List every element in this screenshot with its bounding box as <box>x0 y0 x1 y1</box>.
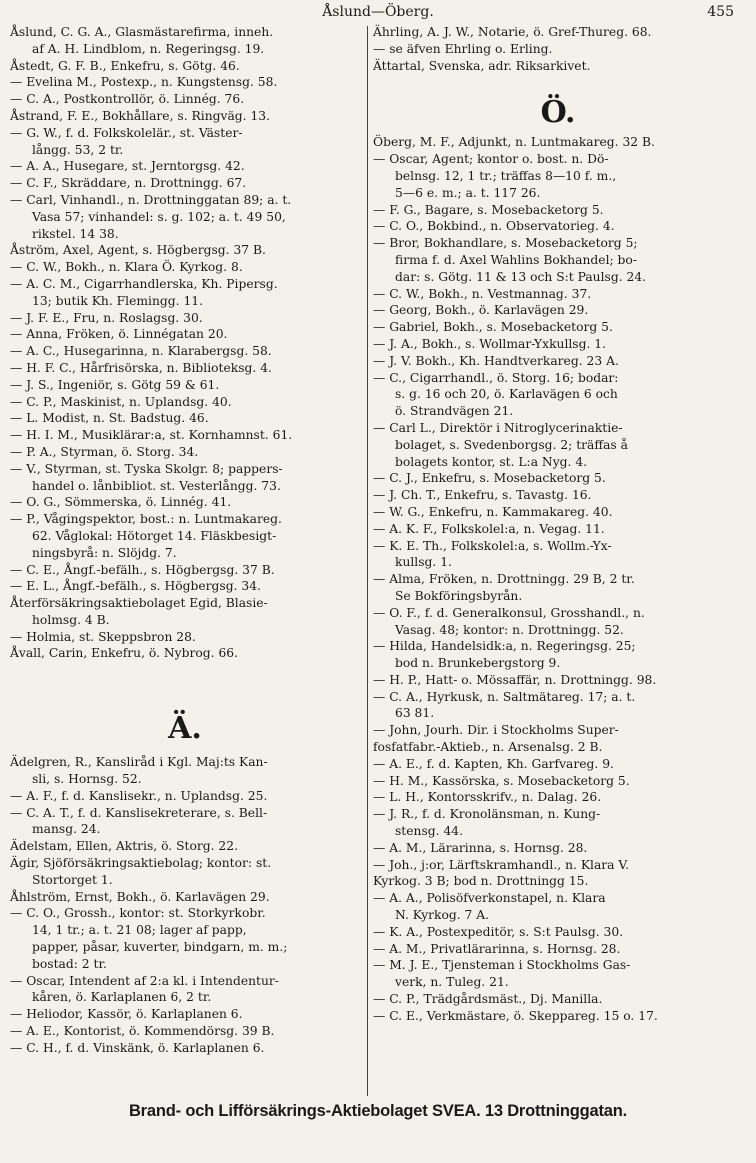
directory-entry-line: — C. H., f. d. Vinskänk, ö. Karlaplanen 6. <box>10 1040 265 1055</box>
directory-entry-line: — V., Styrman, st. Tyska Skolgr. 8; pappers- <box>10 461 283 476</box>
directory-entry-line: papper, påsar, kuverter, bindgarn, m. m.; <box>32 940 288 955</box>
directory-entry-line: — K. E. Th., Folkskolel:a, s. Wollm.-Yx- <box>373 538 612 553</box>
directory-entry-line: Åhlström, Ernst, Bokh., ö. Karlavägen 29. <box>10 889 270 904</box>
directory-entry-line: — J. V. Bokh., Kh. Handtverkareg. 23 A. <box>373 353 619 368</box>
directory-entry-line: 62. Våglokal: Hötorget 14. Fläskbesigt- <box>32 528 277 543</box>
directory-entry-line: — J. F. E., Fru, n. Roslagsg. 30. <box>10 310 203 325</box>
entries-a-ring <box>10 24 360 662</box>
directory-entry-line: — J. Ch. T., Enkefru, s. Tavastg. 16. <box>373 488 592 503</box>
directory-entry-line: — L. H., Kontorsskrifv., n. Dalag. 26. <box>373 790 602 805</box>
directory-entry-line: verk, n. Tuleg. 21. <box>395 975 509 990</box>
directory-entry-line: Återförsäkringsaktiebolaget Egid, Blasie- <box>10 596 268 611</box>
right-column <box>373 24 743 1025</box>
directory-entry-line: — F. G., Bagare, s. Mosebacketorg 5. <box>373 202 604 217</box>
directory-entry-line: — A. F., f. d. Kanslisekr., n. Uplandsg. 25. <box>10 788 268 803</box>
directory-entry-line: Åslund, C. G. A., Glasmästarefirma, inneh. <box>10 25 274 39</box>
directory-entry-line: — A. K. F., Folkskolel:a, n. Vegag. 11. <box>373 521 605 536</box>
directory-entry-line: rikstel. 14 38. <box>32 226 119 241</box>
directory-entry-line: dar: s. Götg. 11 & 13 och S:t Paulsg. 24. <box>395 269 647 284</box>
directory-entry-line: handel o. lånbibliot. st. Vesterlångg. 73. <box>32 478 281 493</box>
directory-entry-line: — Joh., j:or, Lärftskramhandl., n. Klara V. <box>373 857 630 872</box>
directory-entry-line: — K. A., Postexpeditör, s. S:t Paulsg. 30. <box>373 924 624 939</box>
directory-entry-line: — H. F. C., Hårfrisörska, n. Biblioteksg. 4. <box>10 360 272 375</box>
directory-entry-line: Åström, Axel, Agent, s. Högbergsg. 37 B. <box>10 243 266 258</box>
directory-entry-line: — H. I. M., Musiklärar:a, st. Kornhamnst. 61. <box>10 428 293 443</box>
directory-entry-line: — A. C., Husegarinna, n. Klarabergsg. 58. <box>10 344 272 359</box>
directory-entry-line: — P. A., Styrman, ö. Storg. 34. <box>10 444 199 459</box>
directory-entry-line: — G. W., f. d. Folkskolelär., st. Väster- <box>10 125 243 140</box>
directory-entry-line: — O. F., f. d. Generalkonsul, Grosshandl., n. <box>373 605 645 620</box>
directory-entry-line: fosfatfabr.-Aktieb., n. Arsenalsg. 2 B. <box>373 740 603 755</box>
directory-entry-line: Åstedt, G. F. B., Enkefru, s. Götg. 46. <box>10 58 240 73</box>
directory-entry-line: — A. M., Lärarinna, s. Hornsg. 28. <box>373 840 588 855</box>
directory-entry-line: — John, Jourh. Dir. i Stockholms Super- <box>373 723 619 738</box>
directory-entry-line: — se äfven Ehrling o. Erling. <box>373 41 553 56</box>
directory-entry-line: — Alma, Fröken, n. Drottningg. 29 B, 2 tr. <box>373 572 635 587</box>
directory-entry-line: — Evelina M., Postexp., n. Kungstensg. 58. <box>10 75 278 90</box>
directory-entry-line: af A. H. Lindblom, n. Regeringsg. 19. <box>32 41 265 56</box>
directory-entry-line: N. Kyrkog. 7 A. <box>395 908 490 923</box>
directory-entry-line: Öberg, M. F., Adjunkt, n. Luntmakareg. 32 B. <box>373 135 655 150</box>
directory-entry-line: Vasag. 48; kontor: n. Drottningg. 52. <box>395 622 624 637</box>
directory-entry-line: — J. S., Ingeniör, s. Götg 59 & 61. <box>10 377 220 392</box>
directory-entry-line: — Oscar, Intendent af 2:a kl. i Intendentur- <box>10 973 279 988</box>
directory-entry-line: — C. O., Bokbind., n. Observatorieg. 4. <box>373 219 615 234</box>
directory-entry-line: Ägir, Sjöförsäkringsaktiebolag; kontor: st. <box>10 856 272 871</box>
directory-entry-line: holmsg. 4 B. <box>32 612 110 627</box>
directory-entry-line: ningsbyrå: n. Slöjdg. 7. <box>32 545 177 560</box>
directory-entry-line: — A. E., Kontorist, ö. Kommendörsg. 39 B. <box>10 1024 275 1039</box>
directory-entry-line: långg. 53, 2 tr. <box>32 142 124 157</box>
directory-entry-line: — Gabriel, Bokh., s. Mosebacketorg 5. <box>373 320 613 335</box>
directory-entry-line: sli, s. Hornsg. 52. <box>32 772 142 787</box>
directory-entry-line: bostad: 2 tr. <box>32 956 107 971</box>
directory-entry-line: Stortorget 1. <box>32 872 113 887</box>
directory-entry-line: stensg. 44. <box>395 824 464 839</box>
directory-entry-line: Ättartal, Svenska, adr. Riksarkivet. <box>373 58 591 73</box>
directory-entry-line: bolagets kontor, st. L:a Nyg. 4. <box>395 454 588 469</box>
directory-entry-line: 63 81. <box>395 706 435 721</box>
directory-entry-line: — C. P., Trädgårdsmäst., Dj. Manilla. <box>373 992 603 1007</box>
directory-entry-line: bod n. Brunkebergstorg 9. <box>395 656 561 671</box>
page-header <box>0 2 756 24</box>
directory-entry-line: — Hilda, Handelsidk:a, n. Regeringsg. 25; <box>373 639 636 654</box>
directory-entry-line: bolaget, s. Svedenborgsg. 2; träffas å <box>395 437 628 452</box>
directory-entry-line: Åstrand, F. E., Bokhållare, s. Ringväg. 13. <box>10 108 271 123</box>
running-title: Åslund—Öberg. <box>322 4 434 20</box>
directory-entry-line: — H. M., Kassörska, s. Mosebacketorg 5. <box>373 773 630 788</box>
directory-entry-line: 14, 1 tr.; a. t. 21 08; lager af papp, <box>32 923 247 938</box>
advertisement-footer: Brand- och Lifförsäkrings-Aktiebolaget SVEA. 13 Drottninggatan. <box>128 1102 628 1120</box>
entries-o-umlaut <box>373 134 743 1024</box>
directory-entry-line: — C. P., Maskinist, n. Uplandsg. 40. <box>10 394 232 409</box>
directory-entry-line: — J. A., Bokh., s. Wollmar-Yxkullsg. 1. <box>373 336 607 351</box>
directory-entry-line: Kyrkog. 3 B; bod n. Drottningg 15. <box>373 874 589 889</box>
directory-entry-line: — L. Modist, n. St. Badstug. 46. <box>10 411 209 426</box>
directory-entry-line: — Heliodor, Kassör, ö. Karlaplanen 6. <box>10 1007 243 1022</box>
directory-entry-line: — C. E., Ångf.-befälh., s. Högbergsg. 37 B. <box>10 562 275 577</box>
directory-entry-line: — A. C. M., Cigarrhandlerska, Kh. Pipersg. <box>10 276 278 291</box>
directory-entry-line: — C. W., Bokh., n. Vestmannag. 37. <box>373 286 592 301</box>
directory-entry-line: — Carl L., Direktör i Nitroglycerinaktie- <box>373 420 623 435</box>
directory-entry-line: — Georg, Bokh., ö. Karlavägen 29. <box>373 303 589 318</box>
directory-entry-line: Se Bokföringsbyrån. <box>395 588 523 603</box>
directory-entry-line: s. g. 16 och 20, ö. Karlavägen 6 och <box>395 387 618 402</box>
directory-entry-line: — Holmia, st. Skeppsbron 28. <box>10 629 196 644</box>
directory-entry-line: — A. E., f. d. Kapten, Kh. Garfvareg. 9. <box>373 756 614 771</box>
directory-entry-line: Ädelstam, Ellen, Aktris, ö. Storg. 22. <box>10 839 238 854</box>
directory-entry-line: — W. G., Enkefru, n. Kammakareg. 40. <box>373 504 613 519</box>
directory-entry-line: — Carl, Vinhandl., n. Drottninggatan 89; a. t. <box>10 192 292 207</box>
directory-entry-line: 5—6 e. m.; a. t. 117 26. <box>395 185 541 200</box>
directory-entry-line: — Anna, Fröken, ö. Linnégatan 20. <box>10 327 228 342</box>
directory-entry-line: firma f. d. Axel Wahlins Bokhandel; bo- <box>395 252 637 267</box>
directory-entry-line: — H. P., Hatt- o. Mössaffär, n. Drottningg. 98. <box>373 672 657 687</box>
entries-a-umlaut <box>10 754 360 1056</box>
directory-entry-line: belnsg. 12, 1 tr.; träffas 8—10 f. m., <box>395 168 617 183</box>
directory-entry-line: — C. E., Verkmästare, ö. Skeppareg. 15 o. 17. <box>373 1008 658 1023</box>
directory-entry-line: Vasa 57; vinhandel: s. g. 102; a. t. 49 50, <box>32 209 286 224</box>
directory-entry-line: kåren, ö. Karlaplanen 6, 2 tr. <box>32 990 212 1005</box>
directory-entry-line: — C. F., Skräddare, n. Drottningg. 67. <box>10 176 247 191</box>
section-letter-oe: Ö. <box>540 95 576 131</box>
directory-entry-line: — A. A., Husegare, st. Jerntorgsg. 42. <box>10 159 245 174</box>
directory-entry-line: — J. R., f. d. Kronolänsman, n. Kung- <box>373 807 601 822</box>
directory-entry-line: — P., Vågingspektor, bost.: n. Luntmakareg. <box>10 512 282 527</box>
directory-entry-line: kullsg. 1. <box>395 555 452 570</box>
directory-entry-line: — C., Cigarrhandl., ö. Storg. 16; bodar: <box>373 370 619 385</box>
directory-entry-line: — Bror, Bokhandlare, s. Mosebacketorg 5; <box>373 236 638 251</box>
column-divider <box>367 26 368 1096</box>
left-column <box>10 24 360 1057</box>
directory-entry-line: — E. L., Ångf.-befälh., s. Högbergsg. 34. <box>10 579 261 594</box>
directory-entry-line: — C. W., Bokh., n. Klara Ö. Kyrkog. 8. <box>10 260 243 275</box>
directory-entry-line: — C. A., Hyrkusk, n. Saltmätareg. 17; a. t. <box>373 689 636 704</box>
page-number: 455 <box>707 4 734 20</box>
directory-entry-line: Ährling, A. J. W., Notarie, ö. Gref-Thureg. 68. <box>373 25 652 39</box>
directory-entry-line: — C. O., Grossh., kontor: st. Storkyrkobr. <box>10 906 266 921</box>
directory-entry-line: — C. A., Postkontrollör, ö. Linnég. 76. <box>10 92 245 107</box>
directory-entry-line: Ädelgren, R., Kansliråd i Kgl. Maj:ts Kan- <box>10 755 268 770</box>
directory-entry-line: ö. Strandvägen 21. <box>395 404 514 419</box>
entries-a-umlaut-cont <box>373 24 743 74</box>
directory-entry-line: — C. A. T., f. d. Kanslisekreterare, s. Bell- <box>10 805 268 820</box>
directory-entry-line: mansg. 24. <box>32 822 101 837</box>
directory-entry-line: — C. J., Enkefru, s. Mosebacketorg 5. <box>373 471 606 486</box>
directory-entry-line: — A. A., Polisöfverkonstapel, n. Klara <box>373 891 606 906</box>
directory-entry-line: — Oscar, Agent; kontor o. bost. n. Dö- <box>373 152 609 167</box>
directory-entry-line: Åvall, Carin, Enkefru, ö. Nybrog. 66. <box>10 646 239 661</box>
directory-entry-line: — O. G., Sömmerska, ö. Linnég. 41. <box>10 495 232 510</box>
directory-entry-line: 13; butik Kh. Flemingg. 11. <box>32 293 204 308</box>
section-letter-ae: Ä. <box>168 711 202 747</box>
directory-entry-line: — A. M., Privatlärarinna, s. Hornsg. 28. <box>373 941 621 956</box>
directory-entry-line: — M. J. E., Tjensteman i Stockholms Gas- <box>373 958 631 973</box>
